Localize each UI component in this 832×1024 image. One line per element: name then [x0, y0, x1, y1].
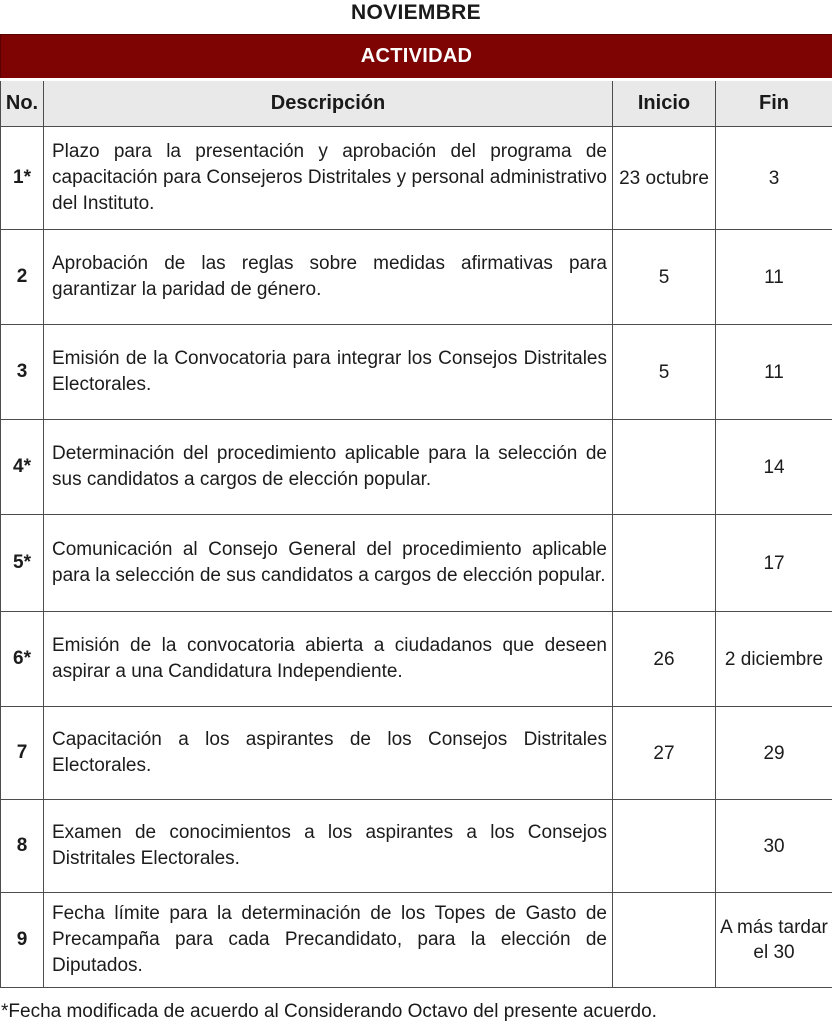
row-fin: 11 [716, 230, 832, 325]
table-header-row [1, 80, 832, 127]
row-fin: 2 diciembre [716, 612, 832, 707]
column-header-no: No. [1, 80, 44, 127]
row-number: 4* [1, 420, 44, 515]
table-row [1, 420, 832, 515]
column-header-fin: Fin [716, 80, 832, 127]
row-inicio [613, 800, 716, 893]
activity-table [0, 34, 832, 988]
row-fin: 3 [716, 127, 832, 230]
table-row [1, 612, 832, 707]
row-description: Determinación del procedimiento aplicable para la selección de sus candidatos a cargos de elección popular. [44, 420, 613, 515]
row-description: Aprobación de las reglas sobre medidas afirmativas para garantizar la paridad de género. [44, 230, 613, 325]
row-inicio [613, 893, 716, 988]
table-body [1, 127, 832, 988]
row-number: 7 [1, 707, 44, 800]
row-fin: 17 [716, 515, 832, 612]
row-number: 9 [1, 893, 44, 988]
row-inicio: 26 [613, 612, 716, 707]
row-fin: 29 [716, 707, 832, 800]
footnote: *Fecha modificada de acuerdo al Considerando Octavo del presente acuerdo. [1, 1001, 657, 1022]
row-fin: 14 [716, 420, 832, 515]
row-description: Comunicación al Consejo General del procedimiento aplicable para la selección de sus candidatos a cargos de elección popular. [44, 515, 613, 612]
row-number: 5* [1, 515, 44, 612]
row-description: Plazo para la presentación y aprobación del programa de capacitación para Consejeros Distritales y personal administrativo del Instituto. [44, 127, 613, 230]
row-fin: 11 [716, 325, 832, 420]
row-description: Emisión de la convocatoria abierta a ciudadanos que deseen aspirar a una Candidatura Independiente. [44, 612, 613, 707]
row-inicio: 5 [613, 230, 716, 325]
row-fin: A más tardar el 30 [716, 893, 832, 988]
table-row [1, 707, 832, 800]
table-row [1, 515, 832, 612]
row-number: 3 [1, 325, 44, 420]
table-banner-row [1, 35, 832, 80]
table-row [1, 893, 832, 988]
column-header-descripcion: Descripción [44, 80, 613, 127]
table-banner: ACTIVIDAD [1, 35, 832, 80]
row-inicio: 23 octubre [613, 127, 716, 230]
row-inicio: 27 [613, 707, 716, 800]
row-description: Emisión de la Convocatoria para integrar los Consejos Distritales Electorales. [44, 325, 613, 420]
table-row [1, 230, 832, 325]
row-fin: 30 [716, 800, 832, 893]
page-title: NOVIEMBRE [351, 1, 481, 24]
row-description: Examen de conocimientos a los aspirantes a los Consejos Distritales Electorales. [44, 800, 613, 893]
row-number: 6* [1, 612, 44, 707]
row-inicio [613, 515, 716, 612]
row-inicio [613, 420, 716, 515]
row-inicio: 5 [613, 325, 716, 420]
row-description: Capacitación a los aspirantes de los Consejos Distritales Electorales. [44, 707, 613, 800]
column-header-inicio: Inicio [613, 80, 716, 127]
row-number: 1* [1, 127, 44, 230]
row-number: 8 [1, 800, 44, 893]
table-row [1, 127, 832, 230]
table-row [1, 800, 832, 893]
table-row [1, 325, 832, 420]
row-description: Fecha límite para la determinación de los Topes de Gasto de Precampaña para cada Precandidato, para la elección de Diputados. [44, 893, 613, 988]
row-number: 2 [1, 230, 44, 325]
